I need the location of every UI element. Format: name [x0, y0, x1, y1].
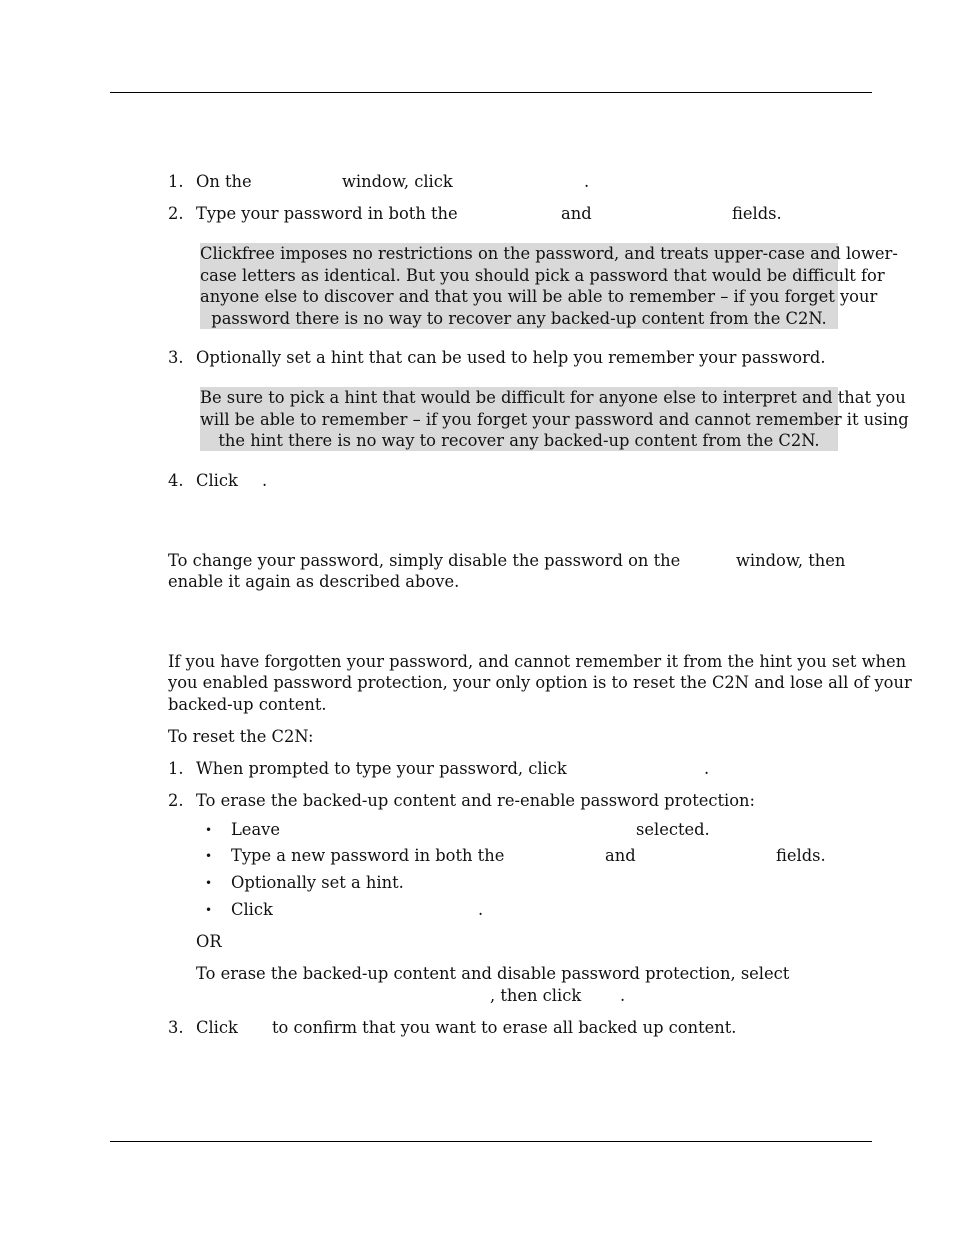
bullet-4-text-b: . [478, 900, 484, 919]
hint-note [200, 387, 909, 451]
step-1-number: 1. [168, 172, 184, 191]
step-4-text-b: . [262, 471, 268, 490]
step-3-text: Optionally set a hint that can be used to help you remember your password. [196, 348, 826, 367]
step-1-text-c: . [584, 172, 590, 191]
bullet-icon: • [205, 876, 213, 890]
footer-rule [110, 1141, 872, 1142]
forgot-password-line-3: backed-up content. [168, 695, 327, 714]
password-note-line: anyone else to discover and that you will be able to remember – if you forget your [200, 287, 878, 306]
bullet-icon: • [205, 849, 213, 863]
reset-intro: To reset the C2N: [168, 727, 314, 746]
bullet-1-text-a: Leave [231, 820, 280, 839]
hint-note-line: the hint there is no way to recover any backed-up content from the C2N. [218, 431, 820, 450]
forgot-password-line-1: If you have forgotten your password, and cannot remember it from the hint you set when [168, 652, 907, 671]
bullet-2-text-b: and [605, 846, 636, 865]
bullet-1-text-b: selected. [636, 820, 710, 839]
step-2-text-c: fields. [732, 204, 782, 223]
change-password-line-1a: To change your password, simply disable the password on the [168, 551, 681, 570]
bullet-2-text-a: Type a new password in both the [231, 846, 505, 865]
step-2-number: 2. [168, 204, 184, 223]
header-rule [110, 92, 872, 93]
step-4-text-a: Click [196, 471, 238, 490]
or-label: OR [196, 932, 222, 951]
reset-step-3-text-a: Click [196, 1018, 238, 1037]
password-note-line: case letters as identical. But you should pick a password that would be difficult for [200, 265, 885, 285]
alternative-line-2a: , then click [490, 986, 582, 1005]
bullet-icon: • [205, 903, 213, 917]
password-note-line: password there is no way to recover any backed-up content from the C2N. [211, 308, 827, 328]
step-1-text-b: window, click [342, 172, 453, 191]
hint-note-line: Be sure to pick a hint that would be difficult for anyone else to interpret and that you [200, 388, 906, 407]
step-2-text-a: Type your password in both the [196, 204, 458, 223]
forgot-password-line-2: you enabled password protection, your only option is to reset the C2N and lose all of your [168, 673, 912, 692]
hint-note-line: will be able to remember – if you forget your password and cannot remember it using [200, 409, 909, 429]
password-note [200, 243, 898, 329]
reset-step-3-text-b: to confirm that you want to erase all backed up content. [272, 1018, 737, 1037]
reset-step-2-text: To erase the backed-up content and re-enable password protection: [196, 791, 756, 810]
alternative-line-2b: . [620, 986, 626, 1005]
bullet-2-text-c: fields. [776, 846, 826, 865]
password-note-line: Clickfree imposes no restrictions on the password, and treats upper-case and lower- [200, 244, 898, 263]
bullet-icon: • [205, 823, 213, 837]
step-2-text-b: and [561, 204, 592, 223]
change-password-line-1b: window, then [736, 551, 846, 570]
alternative-line-1: To erase the backed-up content and disable password protection, select [196, 964, 790, 983]
reset-step-1-text-b: . [704, 759, 710, 778]
bullet-4-text-a: Click [231, 900, 273, 919]
step-4-number: 4. [168, 471, 184, 490]
bullet-3-text: Optionally set a hint. [231, 873, 404, 892]
reset-step-1-number: 1. [168, 759, 184, 778]
step-3-number: 3. [168, 348, 184, 367]
change-password-line-2: enable it again as described above. [168, 572, 460, 591]
reset-step-3-number: 3. [168, 1018, 184, 1037]
reset-step-1-text-a: When prompted to type your password, click [196, 759, 567, 778]
reset-step-2-number: 2. [168, 791, 184, 810]
step-1-text-a: On the [196, 172, 252, 191]
